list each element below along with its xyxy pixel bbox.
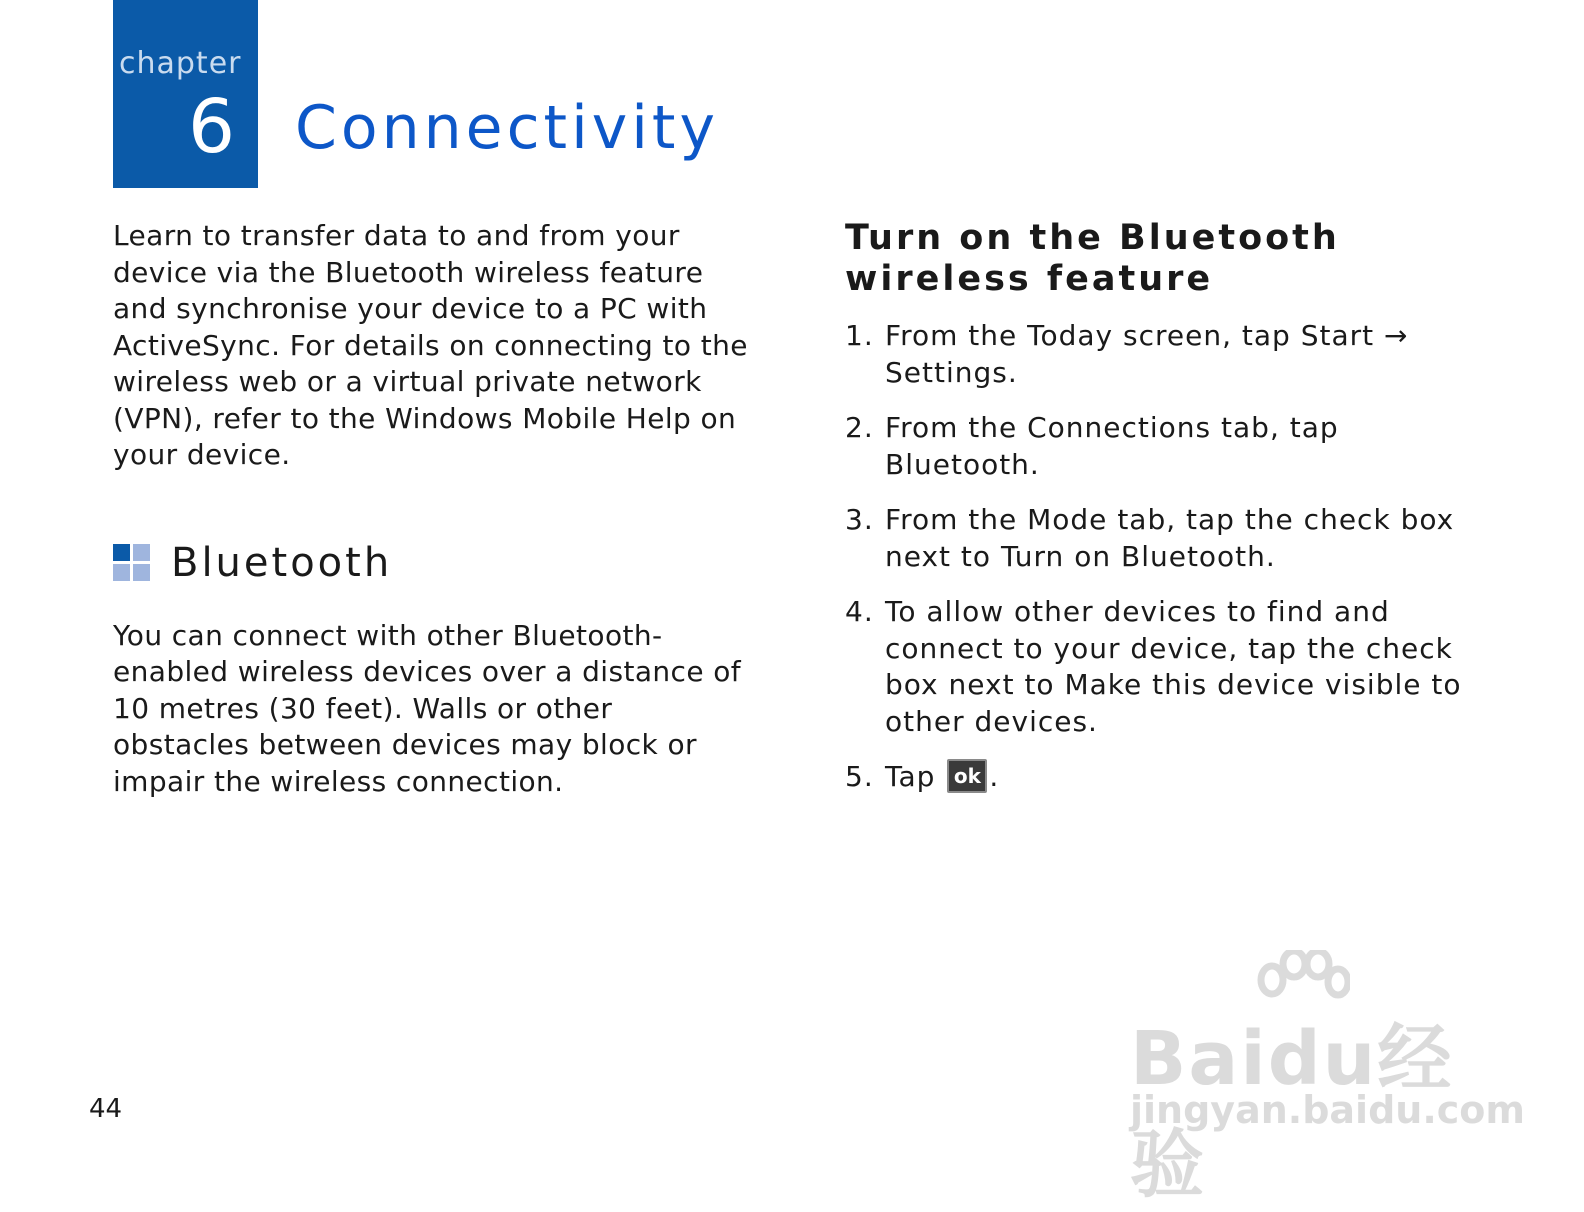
step-text: From the Today screen, tap Start → Settings.: [885, 319, 1409, 389]
step-item: [845, 410, 1485, 483]
section-heading-bluetooth: [113, 539, 753, 586]
chapter-title: Connectivity: [295, 93, 719, 163]
step-item: [845, 594, 1485, 740]
turn-on-heading: Turn on the Bluetooth wireless feature: [845, 218, 1340, 299]
step-text-period: .: [989, 760, 1000, 793]
watermark-sub: jingyan.baidu.com: [1130, 1088, 1525, 1132]
step-text: From the Mode tab, tap the check box next to Turn on Bluetooth.: [885, 503, 1455, 573]
section-title: Bluetooth: [171, 539, 393, 586]
step-number: 4.: [845, 595, 874, 628]
step-number: 2.: [845, 411, 874, 444]
right-column: [845, 218, 1485, 815]
ok-button-icon: ok: [947, 759, 987, 793]
left-column: [113, 218, 753, 800]
chapter-label: chapter: [119, 46, 242, 81]
watermark-main: Baidu经验: [1130, 1016, 1454, 1208]
step-text: To allow other devices to find and connect to your device, tap the check box next to Make this device visible to other devices.: [885, 595, 1462, 738]
baidu-watermark: [1130, 950, 1525, 1208]
squares-icon: [113, 544, 150, 581]
step-text: From the Connections tab, tap Bluetooth.: [885, 411, 1339, 481]
step-item: [845, 759, 1485, 796]
steps-list: [845, 318, 1485, 796]
step-number: 5.: [845, 760, 874, 793]
step-number: 3.: [845, 503, 874, 536]
chapter-badge: [113, 0, 258, 188]
bluetooth-paragraph: You can connect with other Bluetooth-enabled wireless devices over a distance of 10 metres (30 feet). Walls or other obstacles between devices may block or impair the wireless connection.: [113, 618, 742, 798]
intro-paragraph: Learn to transfer data to and from your device via the Bluetooth wireless feature and synchronise your device to a PC with ActiveSync. For details on connecting to the wireless web or a virtual private network (VPN), refer to the Windows Mobile Help on your device.: [113, 219, 748, 471]
step-text-tap: Tap: [885, 760, 936, 793]
step-number: 1.: [845, 319, 874, 352]
page-number: 44: [89, 1094, 123, 1124]
step-text: [885, 759, 1485, 796]
chapter-number: 6: [188, 84, 236, 170]
step-item: [845, 318, 1485, 391]
step-item: [845, 502, 1485, 575]
